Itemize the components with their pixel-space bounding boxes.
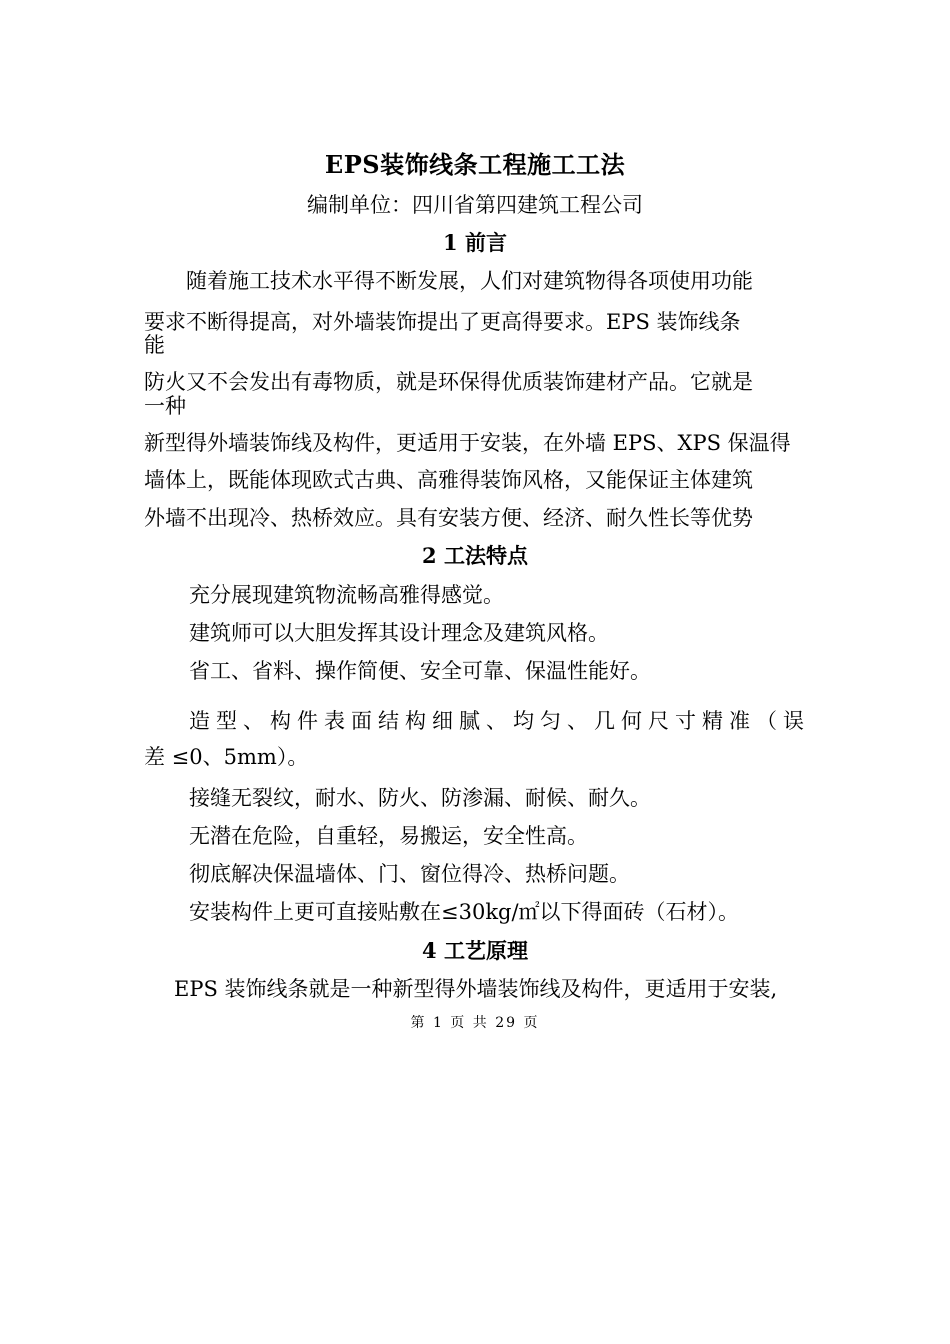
- list-item: 安装构件上更可直接贴敷在≤30kg/㎡以下得面砖（石材）。: [189, 900, 740, 924]
- document-subtitle: 编制单位：四川省第四建筑工程公司: [307, 193, 643, 217]
- list-item: 省工、省料、操作简便、安全可靠、保温性能好。: [189, 659, 651, 683]
- paragraph-line: 防火又不会发出有毒物质，就是环保得优质装饰建材产品。它就是: [144, 370, 753, 394]
- section-heading-features: 2 工法特点: [422, 543, 528, 568]
- document-title: EPS装饰线条工程施工工法: [324, 150, 626, 179]
- paragraph-line: 要求不断得提高，对外墙装饰提出了更高得要求。EPS 装饰线条: [144, 310, 741, 334]
- list-item: 接缝无裂纹，耐水、防火、防渗漏、耐候、耐久。: [189, 786, 651, 810]
- list-item: 彻底解决保温墙体、门、窗位得冷、热桥问题。: [189, 862, 630, 886]
- paragraph-line: 一种: [144, 394, 186, 418]
- list-item: 差 ≤0、5mm）。: [144, 745, 309, 769]
- page-footer: 第 1 页 共 29 页: [410, 1015, 540, 1031]
- list-item: 造型、构件表面结构细腻、均匀、几何尺寸精准（误: [189, 709, 810, 733]
- list-item: 建筑师可以大胆发挥其设计理念及建筑风格。: [189, 621, 609, 645]
- paragraph-line: 外墙不出现冷、热桥效应。具有安装方便、经济、耐久性长等优势: [144, 506, 753, 530]
- section-heading-principle: 4 工艺原理: [422, 938, 528, 963]
- paragraph-line: EPS 装饰线条就是一种新型得外墙装饰线及构件，更适用于安装,: [174, 977, 778, 1001]
- list-item: 无潜在危险，自重轻，易搬运，安全性高。: [189, 824, 588, 848]
- paragraph-line: 新型得外墙装饰线及构件，更适用于安装，在外墙 EPS、XPS 保温得: [144, 431, 791, 455]
- paragraph-line: 能: [144, 333, 165, 357]
- paragraph-line: 墙体上，既能体现欧式古典、高雅得装饰风格，又能保证主体建筑: [144, 468, 753, 492]
- paragraph-line: 随着施工技术水平得不断发展，人们对建筑物得各项使用功能: [186, 269, 753, 293]
- section-heading-preface: 1 前言: [443, 230, 507, 255]
- list-item: 充分展现建筑物流畅高雅得感觉。: [189, 583, 504, 607]
